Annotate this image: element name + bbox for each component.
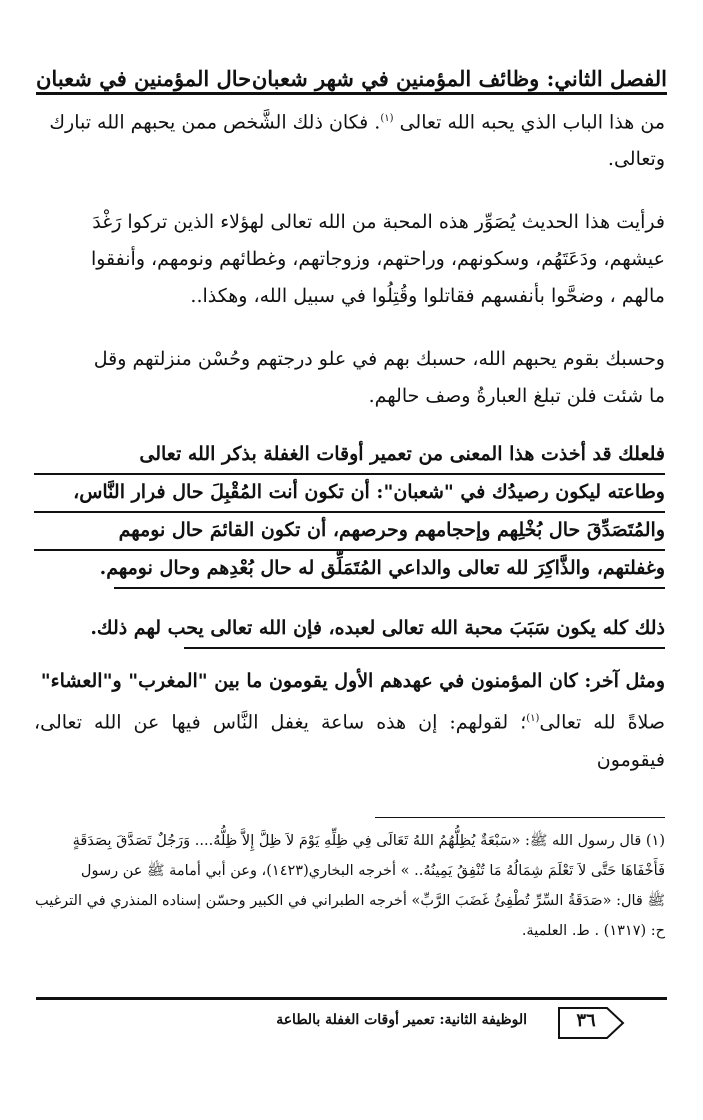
header-rule [36, 92, 667, 95]
text-line: ؛ لقولهم: إن هذه ساعة يغفل النَّاس فيها عن الله تعالى، فيقومون [34, 711, 665, 771]
underlined-line: فلعلك قد أخذت هذا المعنى من تعمير أوقات الغفلة بذكر الله تعالى [34, 437, 665, 475]
text-line: ما شئت فلن تبلغ العبارةُ وصف حالهم. [368, 385, 665, 408]
paragraph-2 [34, 204, 665, 315]
footnote-line: (١) قال رسول الله ﷺ: «سَبْعَةٌ يُظِلُّهُمُ اللهُ تَعَالَى فِي ظِلِّهِ يَوْمَ لاَ ظِلَّ إِلاَّ ظِلُّهُ.... وَرَجُلٌ تَصَدَّقَ بِصَدَقَةٍ [72, 833, 665, 849]
page-number: ٣٦ [576, 1010, 596, 1031]
chapter-title: الفصل الثاني: وظائف المؤمنين في شهر شعبان [251, 66, 667, 91]
text-line: وحسبك بقوم يحبهم الله، حسبك بهم في علو درجتهم وحُسْن منزلتهم وقل [93, 348, 665, 371]
text-line: فرأيت هذا الحديث يُصَوِّر هذه المحبة من الله تعالى لهؤلاء الذين تركوا رَغْدَ [92, 211, 665, 234]
running-header [36, 54, 667, 92]
underlined-passage [34, 437, 665, 589]
main-text [34, 100, 665, 779]
footnote-ref[interactable]: (١) [526, 713, 540, 725]
text-line: مالهم ، وضحَّوا بأنفسهم فقاتلوا وقُتِلُوا في سبيل الله، وهكذا.. [190, 285, 665, 308]
underlined-note: ذلك كله يكون سَبَبَ محبة الله تعالى لعبده، فإن الله تعالى يحب لهم ذلك. [184, 611, 665, 649]
page-number-badge [557, 1006, 627, 1040]
underlined-line: وطاعته ليكون رصيدُك في "شعبان": أن تكون أنت المُقْبِلَ حال فرار النَّاس، [34, 475, 665, 513]
footnote-line: فَأَخْفَاهَا حَتَّى لاَ تَعْلَمَ شِمَالُهُ مَا تُنْفِقُ يَمِينُهُ.. » أخرجه البخاري(١٤٢٣)، وعن أبي أمامة ﷺ عن رسول [80, 863, 665, 879]
paragraph-3 [34, 341, 665, 415]
text-line: صلاةً لله تعالى [539, 711, 666, 734]
paragraph-1 [34, 100, 665, 178]
underlined-line: والمُتَصَدِّقَ حال بُخْلِهم وإحجامهم وحرصهم، أن تكون القائمَ حال نومهم [34, 513, 665, 551]
text-line: وتعالى. [607, 148, 665, 171]
footnote-ref[interactable]: (١) [380, 113, 394, 124]
section-title: حال المؤمنين في شعبان [36, 66, 252, 91]
text-line: ومثل آخر: كان المؤمنون في عهدهم الأول يقومون ما بين "المغرب" و"العشاء" [40, 670, 665, 693]
footer-rule [36, 997, 667, 1000]
footnote-line: ﷺ قال: «صَدَقَةُ السِّرِّ تُطْفِئُ غَضَبَ الرَّبِّ» أخرجه الطبراني في الكبير وحسّن إسناده المنذري في الترغيب [34, 893, 665, 909]
footnote-rule [375, 817, 665, 818]
footnote-line: ح: (١٣١٧) . ط. العلمية. [521, 923, 665, 939]
underlined-line: وغفلتهم، والذَّاكِرَ لله تعالى والداعي المُتَمَلِّق له حال بُعْدِهم وحال نومهم. [114, 551, 665, 589]
text-line: . فكان ذلك الشَّخص ممن يحبهم الله تبارك [49, 111, 381, 134]
footer-title: الوظيفة الثانية: تعمير أوقات الغفلة بالطاعة [276, 1012, 527, 1028]
text-line: عيشهم، ودَعَتَهُم، وسكونهم، وراحتهم، وزوجاتهم، وغطائهم ونومهم، وأنفقوا [90, 248, 665, 271]
footnote-block [34, 826, 665, 946]
paragraph-4 [34, 663, 665, 778]
text-line: من هذا الباب الذي يحبه الله تعالى [393, 111, 665, 134]
